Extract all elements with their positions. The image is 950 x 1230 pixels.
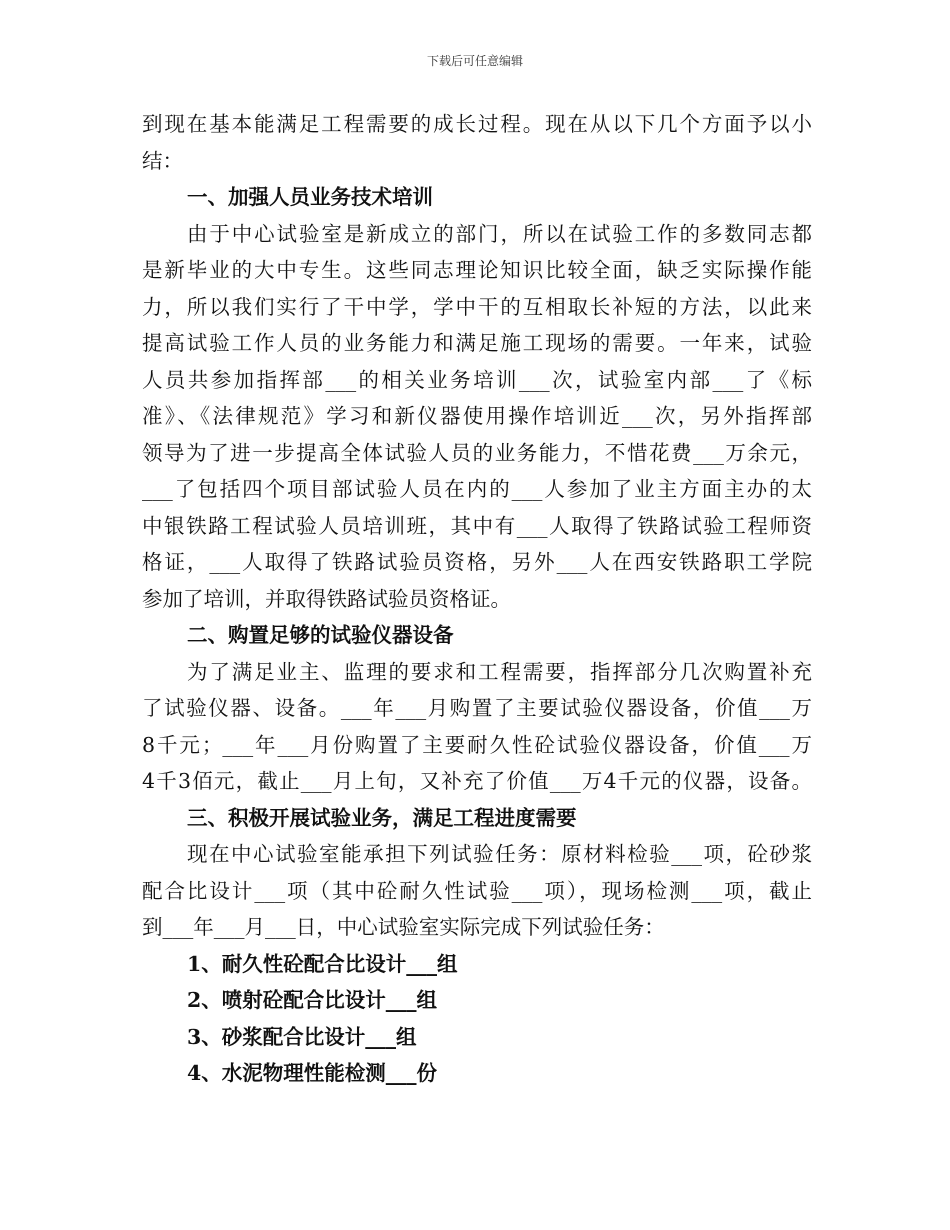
paragraph-line: 8千元；___年___月份购置了主要耐久性砼试验仪器设备，价值___万 [142, 732, 812, 757]
paragraph-line: 中银铁路工程试验人员培训班，其中有___人取得了铁路试验工程师资 [142, 513, 812, 538]
paragraph-line: 由于中心试验室是新成立的部门，所以在试验工作的多数同志都 [187, 221, 812, 246]
section-heading-2: 二、购置足够的试验仪器设备 [187, 623, 454, 647]
paragraph-line: 了试验仪器、设备。___年___月购置了主要试验仪器设备，价值___万 [142, 696, 812, 720]
list-item: 1、耐久性砼配合比设计___组 [187, 951, 458, 976]
paragraph-line: ___了包括四个项目部试验人员在内的___人参加了业主方面主办的太 [142, 477, 812, 501]
paragraph-line: 到___年___月___日，中心试验室实际完成下列试验任务： [142, 915, 665, 939]
page-header: 下载后可任意编辑 [426, 54, 523, 68]
paragraph-line: 配合比设计___项（其中砼耐久性试验___项），现场检测___项，截止 [142, 878, 812, 903]
paragraph-line: 准》、《法律规范》学习和新仪器使用操作培训近___次，另外指挥部 [142, 404, 812, 428]
paragraph-line: 到现在基本能满足工程需要的成长过程。现在从以下几个方面予以小 [142, 112, 812, 136]
document-body [142, 106, 812, 1092]
paragraph-line: 为了满足业主、监理的要求和工程需要，指挥部分几次购置补充 [187, 659, 812, 684]
paragraph-line: 力，所以我们实行了干中学，学中干的互相取长补短的方法，以此来 [142, 294, 812, 319]
list-item: 4、水泥物理性能检测___份 [187, 1061, 438, 1085]
paragraph-line: 现在中心试验室能承担下列试验任务：原材料检验___项，砼砂浆 [187, 842, 812, 866]
paragraph-line: 格证，___人取得了铁路试验员资格，另外___人在西安铁路职工学院 [142, 550, 812, 574]
paragraph-line: 是新毕业的大中专生。这些同志理论知识比较全面，缺乏实际操作能 [142, 258, 812, 282]
paragraph-line: 结： [142, 148, 183, 173]
paragraph-line: 参加了培训，并取得铁路试验员资格证。 [142, 586, 511, 611]
section-heading-1: 一、加强人员业务技术培训 [187, 185, 433, 209]
paragraph-line: 领导为了进一步提高全体试验人员的业务能力，不惜花费___万余元， [142, 440, 812, 465]
paragraph-line: 人员共参加指挥部___的相关业务培训___次，试验室内部___了《标 [142, 367, 812, 392]
paragraph-line: 4千3佰元，截止___月上旬，又补充了价值___万4千元的仪器，设备。 [142, 769, 812, 793]
paragraph-line: 提高试验工作人员的业务能力和满足施工现场的需要。一年来，试验 [142, 331, 812, 355]
section-heading-3: 三、积极开展试验业务，满足工程进度需要 [187, 805, 577, 830]
list-item: 3、砂浆配合比设计___组 [187, 1024, 417, 1049]
list-item: 2、喷射砼配合比设计___组 [187, 988, 438, 1012]
